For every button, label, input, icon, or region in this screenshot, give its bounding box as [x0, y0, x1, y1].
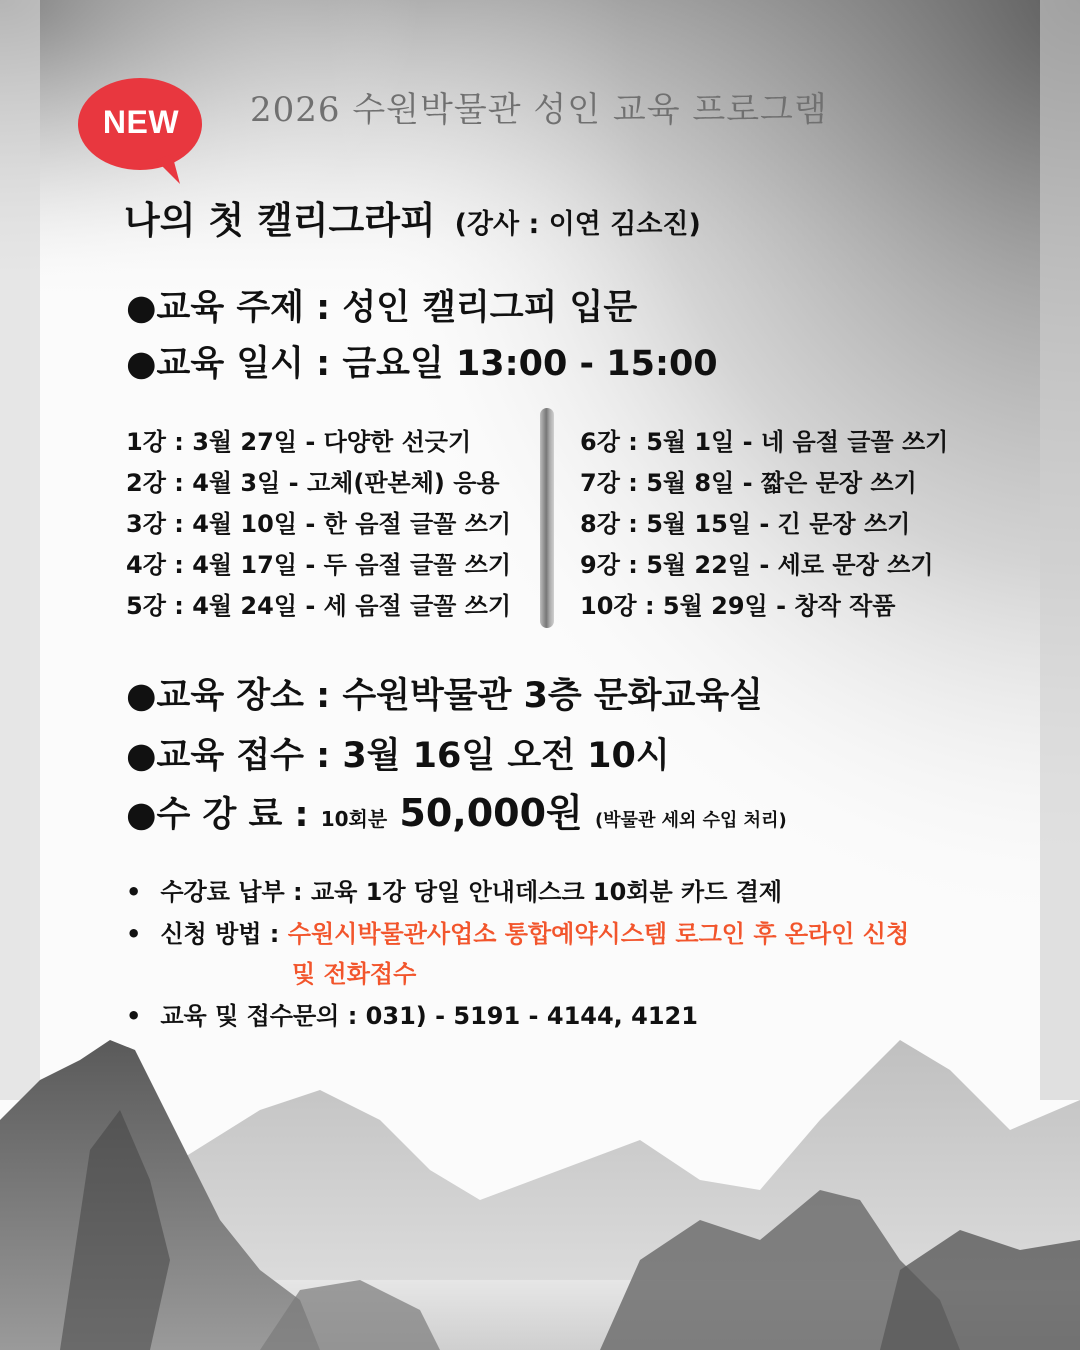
tuition-fee	[126, 782, 787, 837]
lesson-item: 6강 : 5월 1일 - 네 음절 글꼴 쓰기	[580, 428, 949, 456]
apply-method-label: 신청 방법 :	[160, 920, 280, 948]
lesson-item: 7강 : 5월 8일 - 짧은 문장 쓰기	[580, 469, 917, 497]
lesson-item: 8강 : 5월 15일 - 긴 문장 쓰기	[580, 510, 911, 538]
bullet-icon: •	[126, 920, 142, 948]
apply-method-value-cont: 및 전화접수	[292, 960, 417, 988]
lesson-item: 4강 : 4월 17일 - 두 음절 글꼴 쓰기	[126, 551, 512, 579]
education-schedule: ●교육 일시 : 금요일 13:00 - 15:00	[126, 344, 718, 384]
tuition-note: (박물관 세외 수입 처리)	[594, 810, 787, 831]
lesson-item: 3강 : 4월 10일 - 한 음절 글꼴 쓰기	[126, 510, 512, 538]
apply-method-note	[126, 914, 909, 949]
education-place: ●교육 장소 : 수원박물관 3층 문화교육실	[126, 676, 763, 716]
lesson-item: 1강 : 3월 27일 - 다양한 선긋기	[126, 428, 472, 456]
payment-note-text: 수강료 납부 : 교육 1강 당일 안내데스크 10회분 카드 결제	[160, 878, 783, 906]
apply-method-value: 수원시박물관사업소 통합예약시스템 로그인 후 온라인 신청	[287, 920, 910, 948]
tuition-amount: 50,000원	[399, 791, 583, 835]
brush-divider	[540, 408, 554, 628]
education-topic: ●교육 주제 : 성인 캘리그피 입문	[126, 288, 638, 328]
tuition-sessions: 10회분	[320, 807, 388, 831]
payment-note	[126, 872, 782, 907]
bullet-icon: •	[126, 878, 142, 906]
contact-note-text: 교육 및 접수문의 : 031) - 5191 - 4144, 4121	[160, 1002, 698, 1030]
new-badge-label: NEW	[102, 104, 180, 140]
bullet-icon: •	[126, 1002, 142, 1030]
tuition-fee-label: ●수 강 료 :	[126, 795, 309, 835]
course-title	[124, 190, 701, 244]
lesson-item: 9강 : 5월 22일 - 세로 문장 쓰기	[580, 551, 934, 579]
lesson-item: 10강 : 5월 29일 - 창작 작품	[580, 592, 896, 620]
course-instructor: (강사 : 이연 김소진)	[454, 209, 701, 240]
lesson-item: 5강 : 4월 24일 - 세 음절 글꼴 쓰기	[126, 592, 512, 620]
education-registration: ●교육 접수 : 3월 16일 오전 10시	[126, 736, 670, 776]
new-badge	[76, 74, 206, 184]
course-name: 나의 첫 캘리그라피	[124, 199, 436, 242]
contact-note	[126, 996, 698, 1031]
program-heading: 2026 수원박물관 성인 교육 프로그램	[250, 90, 828, 130]
lesson-item: 2강 : 4월 3일 - 고체(판본체) 응용	[126, 469, 500, 497]
